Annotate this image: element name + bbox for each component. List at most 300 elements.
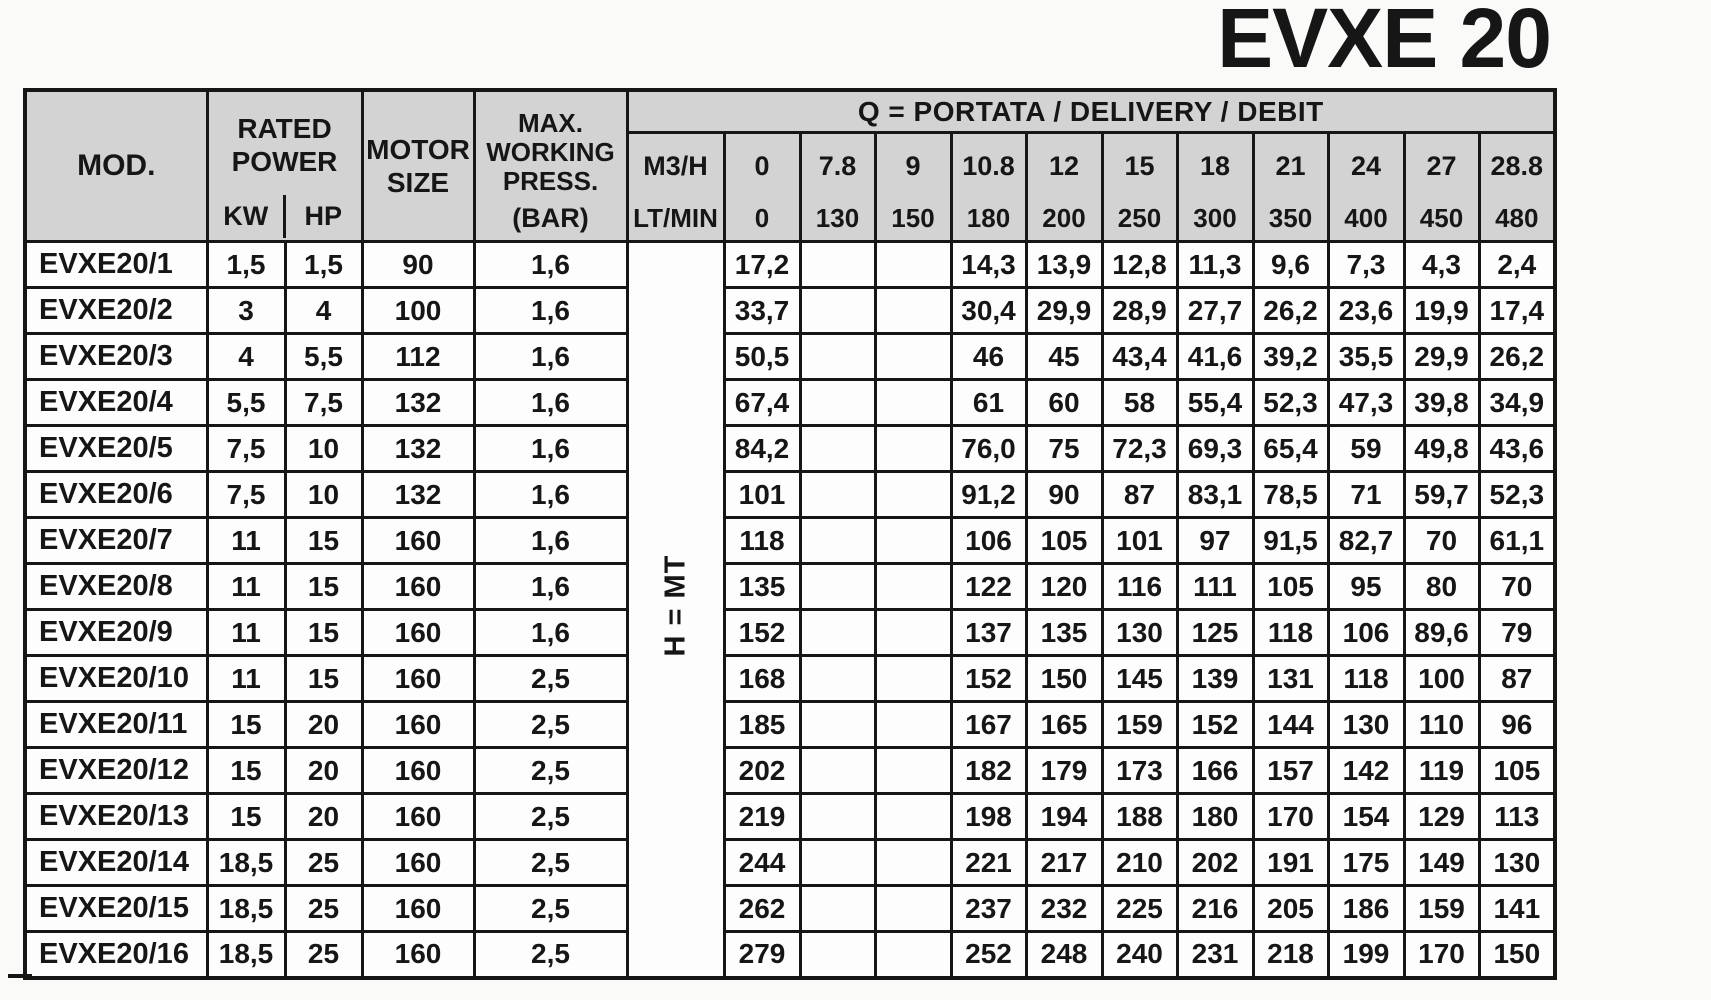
head-value-cell: 130 — [1328, 702, 1404, 748]
max-press-cell: 1,6 — [474, 380, 627, 426]
h-mt-label: H = MT — [659, 554, 691, 657]
motor-size-cell: 160 — [362, 656, 474, 702]
motor-size-cell: 132 — [362, 380, 474, 426]
head-value-cell: 91,5 — [1253, 518, 1328, 564]
head-value-cell: 149 — [1404, 840, 1479, 886]
motor-size-line1: MOTOR — [366, 134, 470, 165]
head-value-cell: 199 — [1328, 932, 1404, 978]
hp-cell: 25 — [285, 932, 362, 978]
flow-col-0-m3h: 0 — [754, 151, 770, 182]
head-value-cell: 152 — [724, 610, 800, 656]
head-value-cell — [875, 748, 951, 794]
head-value-cell: 106 — [951, 518, 1026, 564]
head-value-cell: 168 — [724, 656, 800, 702]
head-value-cell: 95 — [1328, 564, 1404, 610]
kw-cell: 18,5 — [207, 932, 285, 978]
flow-col-4 — [1026, 133, 1102, 242]
head-value-cell — [875, 564, 951, 610]
flow-col-7-ltmin: 350 — [1268, 202, 1313, 233]
motor-size-cell: 112 — [362, 334, 474, 380]
motor-size-cell: 160 — [362, 610, 474, 656]
head-value-cell: 67,4 — [724, 380, 800, 426]
head-value-cell: 47,3 — [1328, 380, 1404, 426]
head-value-cell: 90 — [1026, 472, 1102, 518]
table-row — [25, 288, 1555, 334]
hp-cell: 1,5 — [285, 242, 362, 288]
rated-power-units — [209, 195, 361, 238]
head-value-cell: 13,9 — [1026, 242, 1102, 288]
flow-col-2-ltmin: 150 — [891, 202, 935, 233]
head-value-cell: 182 — [951, 748, 1026, 794]
max-press-cell: 1,6 — [474, 564, 627, 610]
motor-size-cell: 100 — [362, 288, 474, 334]
head-value-cell — [875, 334, 951, 380]
h-mt-merged-cell — [627, 242, 724, 978]
max-press-line3: PRESS. — [502, 166, 599, 196]
motor-size-cell: 160 — [362, 840, 474, 886]
head-value-cell: 116 — [1102, 564, 1177, 610]
head-value-cell — [800, 886, 875, 932]
head-value-cell: 78,5 — [1253, 472, 1328, 518]
flow-col-5 — [1102, 133, 1177, 242]
head-value-cell: 33,7 — [724, 288, 800, 334]
head-value-cell — [800, 380, 875, 426]
head-value-cell: 70 — [1479, 564, 1555, 610]
head-value-cell: 170 — [1253, 794, 1328, 840]
flow-col-3 — [951, 133, 1026, 242]
head-value-cell: 41,6 — [1177, 334, 1253, 380]
flow-col-9-ltmin: 450 — [1419, 202, 1464, 233]
head-value-cell: 217 — [1026, 840, 1102, 886]
flow-unit-label-cell-m3h: M3/H — [643, 151, 708, 182]
head-value-cell: 72,3 — [1102, 426, 1177, 472]
head-value-cell: 55,4 — [1177, 380, 1253, 426]
spec-table — [23, 88, 1557, 980]
head-value-cell: 186 — [1328, 886, 1404, 932]
head-value-cell: 19,9 — [1404, 288, 1479, 334]
head-value-cell: 101 — [724, 472, 800, 518]
kw-cell: 15 — [207, 794, 285, 840]
max-press-cell: 1,6 — [474, 610, 627, 656]
flow-col-0-ltmin: 0 — [754, 202, 770, 233]
head-value-cell: 69,3 — [1177, 426, 1253, 472]
hp-cell: 25 — [285, 840, 362, 886]
flow-col-2-m3h: 9 — [905, 151, 921, 182]
head-value-cell: 202 — [724, 748, 800, 794]
head-value-cell: 60 — [1026, 380, 1102, 426]
model-cell: EVXE20/12 — [25, 748, 207, 794]
head-value-cell: 219 — [724, 794, 800, 840]
head-value-cell: 173 — [1102, 748, 1177, 794]
max-press-cell: 1,6 — [474, 288, 627, 334]
kw-cell: 11 — [207, 518, 285, 564]
head-value-cell — [800, 932, 875, 978]
page-title: EVXE 20 — [1217, 0, 1551, 85]
head-value-cell — [800, 426, 875, 472]
head-value-cell: 100 — [1404, 656, 1479, 702]
max-press-cell: 1,6 — [474, 334, 627, 380]
head-value-cell: 279 — [724, 932, 800, 978]
flow-col-6 — [1177, 133, 1253, 242]
flow-col-7-m3h: 21 — [1275, 151, 1306, 182]
hp-cell: 15 — [285, 564, 362, 610]
flow-col-0 — [724, 133, 800, 242]
table-row — [25, 564, 1555, 610]
max-press-line2: WORKING — [486, 137, 615, 167]
kw-cell: 1,5 — [207, 242, 285, 288]
head-value-cell: 135 — [1026, 610, 1102, 656]
max-press-cell: 2,5 — [474, 748, 627, 794]
head-value-cell: 118 — [1328, 656, 1404, 702]
kw-cell: 15 — [207, 702, 285, 748]
head-value-cell — [875, 610, 951, 656]
head-value-cell: 89,6 — [1404, 610, 1479, 656]
rated-power-line2: POWER — [231, 145, 338, 177]
flow-col-8 — [1328, 133, 1404, 242]
head-value-cell: 83,1 — [1177, 472, 1253, 518]
head-value-cell: 185 — [724, 702, 800, 748]
head-value-cell: 75 — [1026, 426, 1102, 472]
kw-cell: 3 — [207, 288, 285, 334]
head-value-cell — [800, 564, 875, 610]
motor-size-cell: 160 — [362, 702, 474, 748]
hp-cell: 15 — [285, 610, 362, 656]
head-value-cell: 122 — [951, 564, 1026, 610]
flow-col-10-ltmin: 480 — [1495, 202, 1539, 233]
head-value-cell: 106 — [1328, 610, 1404, 656]
table-row — [25, 932, 1555, 978]
flow-col-4-ltmin: 200 — [1042, 202, 1086, 233]
head-value-cell: 191 — [1253, 840, 1328, 886]
head-value-cell: 166 — [1177, 748, 1253, 794]
model-cell: EVXE20/14 — [25, 840, 207, 886]
head-value-cell — [800, 794, 875, 840]
head-value-cell: 28,9 — [1102, 288, 1177, 334]
head-value-cell — [875, 886, 951, 932]
head-value-cell: 70 — [1404, 518, 1479, 564]
col-header-hp: HP — [283, 195, 361, 238]
head-value-cell — [800, 610, 875, 656]
head-value-cell: 216 — [1177, 886, 1253, 932]
head-value-cell: 240 — [1102, 932, 1177, 978]
flow-col-1-m3h: 7.8 — [818, 151, 857, 182]
head-value-cell: 97 — [1177, 518, 1253, 564]
flow-col-5-ltmin: 250 — [1117, 202, 1162, 233]
head-value-cell: 139 — [1177, 656, 1253, 702]
head-value-cell: 205 — [1253, 886, 1328, 932]
motor-size-cell: 160 — [362, 932, 474, 978]
table-row — [25, 702, 1555, 748]
head-value-cell: 131 — [1253, 656, 1328, 702]
rated-power-line1: RATED — [237, 112, 332, 144]
head-value-cell: 76,0 — [951, 426, 1026, 472]
max-press-cell: 2,5 — [474, 932, 627, 978]
head-value-cell: 12,8 — [1102, 242, 1177, 288]
motor-size-cell: 160 — [362, 564, 474, 610]
bottom-rule-artifact — [8, 974, 32, 978]
head-value-cell: 23,6 — [1328, 288, 1404, 334]
table-row — [25, 794, 1555, 840]
head-value-cell: 14,3 — [951, 242, 1026, 288]
head-value-cell: 96 — [1479, 702, 1555, 748]
flow-col-3-ltmin: 180 — [966, 202, 1011, 233]
head-value-cell: 45 — [1026, 334, 1102, 380]
hp-cell: 4 — [285, 288, 362, 334]
head-value-cell: 231 — [1177, 932, 1253, 978]
head-value-cell: 225 — [1102, 886, 1177, 932]
hp-cell: 7,5 — [285, 380, 362, 426]
kw-cell: 18,5 — [207, 886, 285, 932]
head-value-cell: 101 — [1102, 518, 1177, 564]
table-row — [25, 518, 1555, 564]
head-value-cell: 29,9 — [1026, 288, 1102, 334]
head-value-cell: 58 — [1102, 380, 1177, 426]
head-value-cell — [800, 656, 875, 702]
model-cell: EVXE20/15 — [25, 886, 207, 932]
head-value-cell: 113 — [1479, 794, 1555, 840]
head-value-cell: 82,7 — [1328, 518, 1404, 564]
col-header-max-working-press — [474, 90, 627, 242]
flow-col-6-m3h: 18 — [1199, 151, 1231, 182]
head-value-cell: 135 — [724, 564, 800, 610]
model-cell: EVXE20/5 — [25, 426, 207, 472]
model-cell: EVXE20/1 — [25, 242, 207, 288]
head-value-cell: 142 — [1328, 748, 1404, 794]
max-press-cell: 1,6 — [474, 242, 627, 288]
max-press-cell: 2,5 — [474, 794, 627, 840]
table-row — [25, 748, 1555, 794]
q-section-header: Q = PORTATA / DELIVERY / DEBIT — [627, 90, 1555, 133]
head-value-cell: 110 — [1404, 702, 1479, 748]
head-value-cell — [800, 702, 875, 748]
head-value-cell: 105 — [1253, 564, 1328, 610]
model-cell: EVXE20/3 — [25, 334, 207, 380]
head-value-cell: 152 — [1177, 702, 1253, 748]
head-value-cell: 144 — [1253, 702, 1328, 748]
head-value-cell: 210 — [1102, 840, 1177, 886]
head-value-cell: 129 — [1404, 794, 1479, 840]
head-value-cell: 137 — [951, 610, 1026, 656]
flow-col-1-ltmin: 130 — [815, 202, 860, 233]
motor-size-line2: SIZE — [386, 167, 450, 198]
head-value-cell — [875, 518, 951, 564]
head-value-cell: 111 — [1177, 564, 1253, 610]
head-value-cell: 167 — [951, 702, 1026, 748]
head-value-cell: 105 — [1479, 748, 1555, 794]
head-value-cell: 27,7 — [1177, 288, 1253, 334]
head-value-cell: 180 — [1177, 794, 1253, 840]
flow-col-2 — [875, 133, 951, 242]
kw-cell: 11 — [207, 656, 285, 702]
model-cell: EVXE20/6 — [25, 472, 207, 518]
table-row — [25, 242, 1555, 288]
head-value-cell: 79 — [1479, 610, 1555, 656]
flow-col-6-ltmin: 300 — [1193, 202, 1237, 233]
head-value-cell: 87 — [1479, 656, 1555, 702]
head-value-cell: 232 — [1026, 886, 1102, 932]
motor-size-cell: 160 — [362, 748, 474, 794]
head-value-cell: 50,5 — [724, 334, 800, 380]
head-value-cell — [875, 656, 951, 702]
model-cell: EVXE20/7 — [25, 518, 207, 564]
kw-cell: 11 — [207, 564, 285, 610]
table-row — [25, 610, 1555, 656]
head-value-cell: 154 — [1328, 794, 1404, 840]
max-press-cell: 1,6 — [474, 426, 627, 472]
head-value-cell — [875, 380, 951, 426]
head-value-cell: 59 — [1328, 426, 1404, 472]
head-value-cell — [800, 334, 875, 380]
head-value-cell: 2,4 — [1479, 242, 1555, 288]
head-value-cell — [800, 288, 875, 334]
kw-cell: 5,5 — [207, 380, 285, 426]
head-value-cell: 26,2 — [1253, 288, 1328, 334]
hp-cell: 20 — [285, 702, 362, 748]
head-value-cell: 26,2 — [1479, 334, 1555, 380]
head-value-cell: 130 — [1479, 840, 1555, 886]
kw-cell: 7,5 — [207, 472, 285, 518]
table-row — [25, 840, 1555, 886]
head-value-cell: 218 — [1253, 932, 1328, 978]
head-value-cell: 46 — [951, 334, 1026, 380]
head-value-cell: 179 — [1026, 748, 1102, 794]
hp-cell: 25 — [285, 886, 362, 932]
kw-cell: 11 — [207, 610, 285, 656]
head-value-cell — [875, 840, 951, 886]
max-press-cell: 2,5 — [474, 702, 627, 748]
head-value-cell: 194 — [1026, 794, 1102, 840]
head-value-cell — [800, 242, 875, 288]
head-value-cell — [875, 426, 951, 472]
head-value-cell: 11,3 — [1177, 242, 1253, 288]
head-value-cell: 65,4 — [1253, 426, 1328, 472]
head-value-cell: 120 — [1026, 564, 1102, 610]
col-header-motor-size — [362, 90, 474, 242]
col-header-kw: KW — [223, 201, 269, 231]
head-value-cell — [800, 472, 875, 518]
head-value-cell — [875, 288, 951, 334]
max-press-cell: 1,6 — [474, 518, 627, 564]
head-value-cell: 152 — [951, 656, 1026, 702]
head-value-cell: 61 — [951, 380, 1026, 426]
flow-col-10-m3h: 28.8 — [1490, 151, 1544, 182]
table-row — [25, 334, 1555, 380]
head-value-cell: 159 — [1404, 886, 1479, 932]
head-value-cell — [875, 702, 951, 748]
head-value-cell — [875, 472, 951, 518]
head-value-cell — [800, 518, 875, 564]
head-value-cell: 244 — [724, 840, 800, 886]
hp-cell: 10 — [285, 426, 362, 472]
head-value-cell: 49,8 — [1404, 426, 1479, 472]
head-value-cell: 145 — [1102, 656, 1177, 702]
flow-col-9 — [1404, 133, 1479, 242]
head-value-cell: 52,3 — [1479, 472, 1555, 518]
flow-unit-label-cell-ltmin: LT/MIN — [633, 202, 718, 233]
head-value-cell — [875, 932, 951, 978]
model-cell: EVXE20/2 — [25, 288, 207, 334]
motor-size-cell: 90 — [362, 242, 474, 288]
flow-col-8-ltmin: 400 — [1344, 202, 1388, 233]
rated-power-label — [209, 94, 361, 195]
head-value-cell: 141 — [1479, 886, 1555, 932]
motor-size-cell: 160 — [362, 518, 474, 564]
head-value-cell: 17,4 — [1479, 288, 1555, 334]
flow-col-1 — [800, 133, 875, 242]
head-value-cell: 157 — [1253, 748, 1328, 794]
head-value-cell: 125 — [1177, 610, 1253, 656]
hp-cell: 20 — [285, 748, 362, 794]
head-value-cell: 17,2 — [724, 242, 800, 288]
motor-size-cell: 160 — [362, 886, 474, 932]
flow-col-3-m3h: 10.8 — [962, 151, 1015, 182]
head-value-cell: 175 — [1328, 840, 1404, 886]
head-value-cell: 170 — [1404, 932, 1479, 978]
head-value-cell: 71 — [1328, 472, 1404, 518]
head-value-cell: 221 — [951, 840, 1026, 886]
head-value-cell — [875, 794, 951, 840]
head-value-cell: 80 — [1404, 564, 1479, 610]
max-press-cell: 2,5 — [474, 886, 627, 932]
hp-cell: 15 — [285, 518, 362, 564]
hp-cell: 5,5 — [285, 334, 362, 380]
max-press-line1: MAX. — [518, 108, 583, 138]
flow-unit-label-cell — [627, 133, 724, 242]
head-value-cell: 165 — [1026, 702, 1102, 748]
max-press-cell: 2,5 — [474, 840, 627, 886]
col-header-rated-power — [207, 90, 362, 242]
head-value-cell: 34,9 — [1479, 380, 1555, 426]
head-value-cell: 252 — [951, 932, 1026, 978]
head-value-cell: 105 — [1026, 518, 1102, 564]
head-value-cell: 7,3 — [1328, 242, 1404, 288]
table-row — [25, 656, 1555, 702]
col-header-bar: (BAR) — [512, 202, 589, 233]
kw-cell: 15 — [207, 748, 285, 794]
head-value-cell: 39,8 — [1404, 380, 1479, 426]
hp-cell: 20 — [285, 794, 362, 840]
head-value-cell: 29,9 — [1404, 334, 1479, 380]
head-value-cell: 43,6 — [1479, 426, 1555, 472]
flow-col-9-m3h: 27 — [1426, 151, 1457, 182]
col-header-mod: MOD. — [25, 90, 207, 242]
head-value-cell: 35,5 — [1328, 334, 1404, 380]
model-cell: EVXE20/10 — [25, 656, 207, 702]
hp-cell: 10 — [285, 472, 362, 518]
kw-cell: 4 — [207, 334, 285, 380]
table-row — [25, 426, 1555, 472]
motor-size-cell: 132 — [362, 472, 474, 518]
flow-col-4-m3h: 12 — [1048, 151, 1080, 182]
head-value-cell: 150 — [1026, 656, 1102, 702]
head-value-cell: 87 — [1102, 472, 1177, 518]
head-value-cell: 43,4 — [1102, 334, 1177, 380]
flow-col-7 — [1253, 133, 1328, 242]
flow-col-10 — [1479, 133, 1555, 242]
head-value-cell: 30,4 — [951, 288, 1026, 334]
table-row — [25, 380, 1555, 426]
max-press-cell: 1,6 — [474, 472, 627, 518]
head-value-cell: 39,2 — [1253, 334, 1328, 380]
head-value-cell — [800, 840, 875, 886]
head-value-cell: 9,6 — [1253, 242, 1328, 288]
flow-col-5-m3h: 15 — [1124, 151, 1155, 182]
head-value-cell: 118 — [1253, 610, 1328, 656]
max-press-label — [476, 92, 626, 196]
model-cell: EVXE20/11 — [25, 702, 207, 748]
head-value-cell: 4,3 — [1404, 242, 1479, 288]
model-cell: EVXE20/4 — [25, 380, 207, 426]
